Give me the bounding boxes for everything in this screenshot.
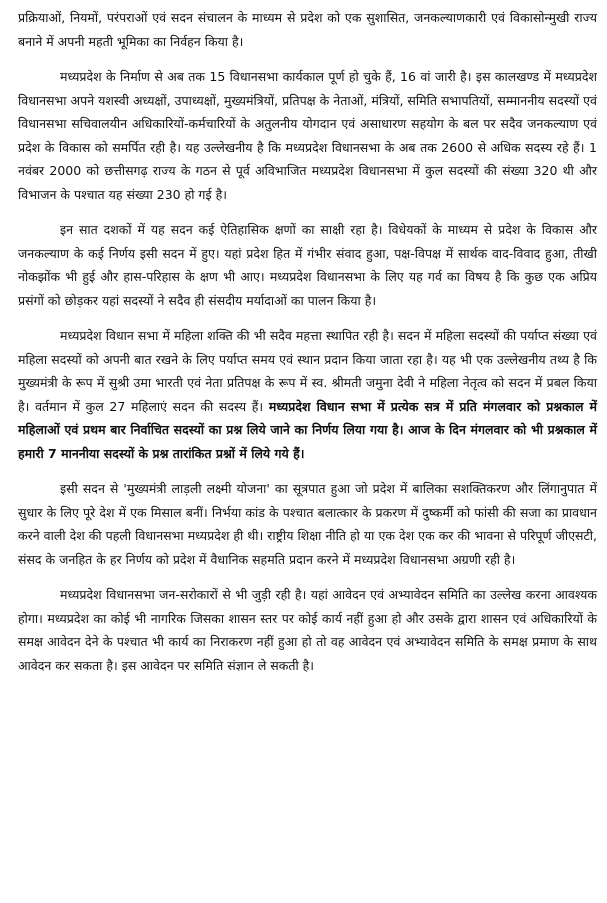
paragraph-4 bbox=[18, 324, 597, 465]
paragraph-3 bbox=[18, 218, 597, 312]
paragraph-5-text: इसी सदन से 'मुख्यमंत्री लाड़ली लक्ष्मी योजना' का सूत्रपात हुआ जो प्रदेश में बालिका सशक्तिकरण और लिंगानुपात में सुधार के लिए पूरे देश में एक मिसाल बनीं। निर्भया कांड के पश्चात बलात्कार के प्रकरण में दुष्कर्मी को फांसी की सजा का प्रावधान करने वाली देश की पहली विधानसभा मध्यप्रदेश ही थी। राष्ट्रीय शिक्षा नीति हो या एक देश एक कर की भावना से परिपूर्ण जीएसटी, संसद के जनहित के हर निर्णय को प्रदेश में वैधानिक सहमति प्रदान करने में मध्यप्रदेश विधानसभा अग्रणी रही है। bbox=[18, 481, 597, 567]
paragraph-2 bbox=[18, 65, 597, 206]
paragraph-2-text: मध्यप्रदेश के निर्माण से अब तक 15 विधानसभा कार्यकाल पूर्ण हो चुके हैं, 16 वां जारी है। इस कालखण्ड में मध्यप्रदेश विधानसभा अपने यशस्वी अध्यक्षों, उपाध्यक्षों, मुख्यमंत्रियों, प्रतिपक्ष के नेताओं, मंत्रियों, समिति सभापतियों, सम्माननीय सदस्यों एवं विधानसभा सचिवालयीन अधिकारियों-कर्मचारियों के अतुलनीय योगदान एवं असाधारण सहयोग के बल पर सदैव जनकल्याण एवं प्रदेश के विकास को समर्पित रही है। यह उल्लेखनीय है कि मध्यप्रदेश विधानसभा के अब तक 2600 से अधिक सदस्य रहे हैं। 1 नवंबर 2000 को छत्तीसगढ़ राज्य के गठन से पूर्व अविभाजित मध्यप्रदेश विधानसभा में कुल सदस्यों की संख्या 320 थी और विभाजन के पश्चात यह संख्या 230 हो गई है। bbox=[18, 69, 597, 202]
paragraph-6-text: मध्यप्रदेश विधानसभा जन-सरोकारों से भी जुड़ी रही है। यहां आवेदन एवं अभ्यावेदन समिति का उल्लेख करना आवश्यक होगा। मध्यप्रदेश का कोई भी नागरिक जिसका शासन स्तर पर कोई कार्य नहीं हुआ हो और उसके द्वारा शासन एवं अधिकारियों के समक्ष आवेदन देने के पश्चात भी कार्य का निराकरण नहीं हुआ हो तो वह आवेदन एवं अभ्यावेदन समिति के समक्ष प्रमाण के साथ आवेदन कर सकता है। इस आवेदन पर समिति संज्ञान ले सकती है। bbox=[18, 587, 597, 673]
paragraph-3-text: इन सात दशकों में यह सदन कई ऐतिहासिक क्षणों का साक्षी रहा है। विधेयकों के माध्यम से प्रदेश के विकास और जनकल्याण के कई निर्णय इसी सदन में हुए। यहां प्रदेश हित में गंभीर संवाद हुआ, पक्ष-विपक्ष में सार्थक वाद-विवाद हुआ, तीखी नोकझोंक भी हुई और हास-परिहास के क्षण भी आए। मध्यप्रदेश विधानसभा के लिए यह गर्व का विषय है कि कुछ एक अप्रिय प्रसंगों को छोड़कर यहां सदस्यों ने सदैव ही संसदीय मर्यादाओं का पालन किया है। bbox=[18, 222, 598, 308]
paragraph-5 bbox=[18, 477, 597, 571]
paragraph-1-text: प्रक्रियाओं, नियमों, परंपराओं एवं सदन संचालन के माध्यम से प्रदेश को एक सुशासित, जनकल्याणकारी एवं विकासोन्मुखी राज्य बनाने में अपनी महती भूमिका का निर्वहन किया है। bbox=[18, 10, 597, 49]
paragraph-4-text: मध्यप्रदेश विधान सभा में महिला शक्ति की भी सदैव महत्ता स्थापित रही है। सदन में महिला सदस्यों की पर्याप्त संख्या एवं महिला सदस्यों को अपनी बात रखने के लिए पर्याप्त समय एवं स्थान प्रदान किया जाता रहा है। यह भी एक उल्लेखनीय तथ्य है कि मुख्यमंत्री के रूप में सुश्री उमा भारती एवं नेता प्रतिपक्ष के रूप में स्व. श्रीमती जमुना देवी ने महिला नेतृत्व को सदन में प्रबल किया है। वर्तमान में कुल 27 महिलाएं सदन की सदस्य हैं। bbox=[18, 328, 597, 414]
paragraph-6 bbox=[18, 583, 597, 677]
paragraph-1 bbox=[18, 6, 597, 53]
paragraph-4-bold-text: मध्यप्रदेश विधान सभा में प्रत्येक सत्र में प्रति मंगलवार को प्रश्नकाल में महिलाओं एवं प्रथम बार निर्वाचित सदस्यों का प्रश्न लिये जाने का निर्णय लिया गया है। आज के दिन मंगलवार को भी प्रश्नकाल में हमारी 7 माननीया सदस्यों के प्रश्न तारांकित प्रश्नों में लिये गये हैं। bbox=[18, 398, 598, 461]
